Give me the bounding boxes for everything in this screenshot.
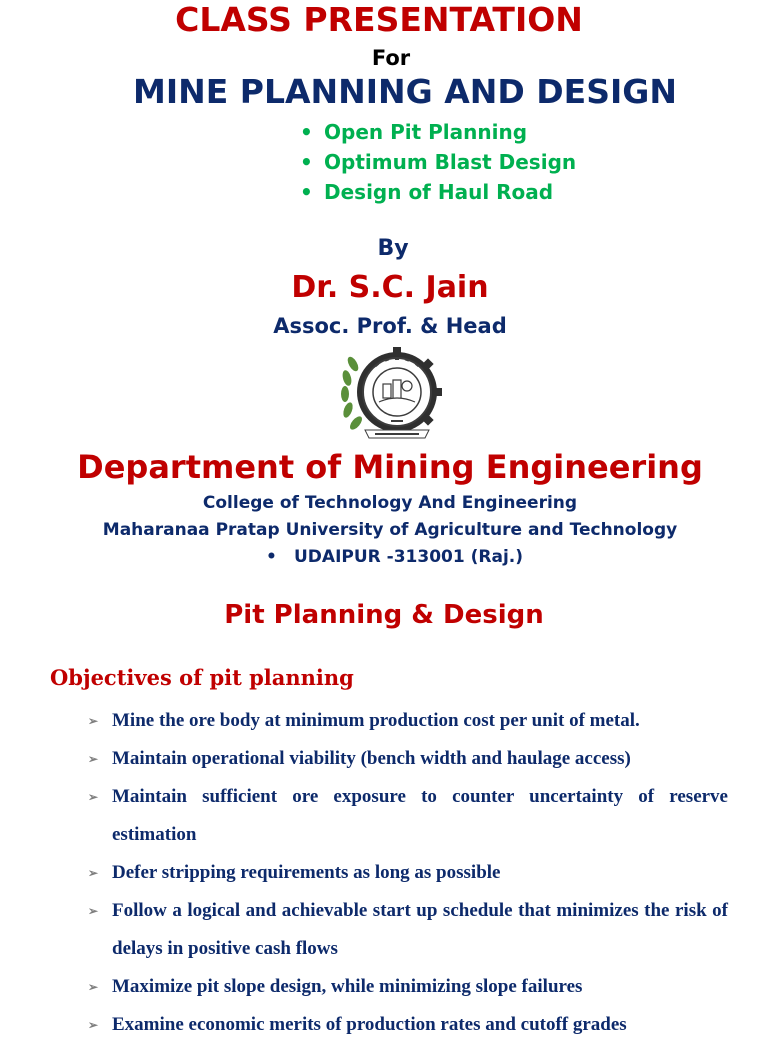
topic-item (300, 117, 576, 147)
arrow-bullet-icon: ➢ (88, 866, 99, 880)
objective-item (88, 968, 728, 1006)
department-name: Department of Mining Engineering (77, 448, 703, 486)
topic-label: Open Pit Planning (324, 120, 528, 144)
objectives-heading: Objectives of pit planning (50, 665, 354, 690)
objective-text: Maintain operational viability (bench width and haulage access) (112, 748, 631, 769)
bullet-icon: • (266, 547, 277, 567)
bullet-icon: • (300, 120, 313, 144)
objective-item (88, 740, 728, 778)
university-name: Maharanaa Pratap University of Agriculture and Technology (102, 520, 678, 540)
arrow-bullet-icon: ➢ (88, 714, 99, 728)
presentation-title: CLASS PRESENTATION (175, 0, 583, 39)
author-role: Assoc. Prof. & Head (273, 314, 507, 338)
bullet-icon: • (300, 150, 313, 174)
objective-text: Maintain sufficient ore exposure to counter uncertainty of reserve estimation (112, 786, 728, 845)
objectives-list (88, 702, 728, 1044)
objective-text: Defer stripping requirements as long as possible (112, 862, 501, 883)
topic-item (300, 147, 576, 177)
arrow-bullet-icon: ➢ (88, 1018, 99, 1032)
topic-label: Design of Haul Road (324, 180, 554, 204)
objective-item (88, 702, 728, 740)
by-label: By (377, 236, 409, 261)
arrow-bullet-icon: ➢ (88, 752, 99, 766)
arrow-bullet-icon: ➢ (88, 904, 99, 918)
objective-text: Maximize pit slope design, while minimizing slope failures (112, 976, 583, 997)
arrow-bullet-icon: ➢ (88, 790, 99, 804)
author-name: Dr. S.C. Jain (291, 270, 489, 305)
objective-text: Mine the ore body at minimum production cost per unit of metal. (112, 710, 640, 731)
address-text: UDAIPUR -313001 (Raj.) (294, 547, 524, 567)
objective-text: Examine economic merits of production rates and cutoff grades (112, 1014, 627, 1035)
arrow-bullet-icon: ➢ (88, 980, 99, 994)
for-label: For (371, 46, 411, 70)
section-title: Pit Planning & Design (224, 600, 544, 630)
objective-item (88, 854, 728, 892)
bullet-icon: • (300, 180, 313, 204)
university-emblem-icon (335, 344, 450, 444)
topic-item (300, 177, 576, 207)
college-name: College of Technology And Engineering (202, 493, 578, 513)
address-line (266, 547, 523, 567)
objective-item (88, 778, 728, 854)
course-title: MINE PLANNING AND DESIGN (133, 72, 677, 111)
topic-list (300, 117, 576, 207)
objective-item (88, 892, 728, 968)
topic-label: Optimum Blast Design (324, 150, 577, 174)
objective-item (88, 1006, 728, 1044)
objective-text: Follow a logical and achievable start up schedule that minimizes the risk of delays in positive cash flows (112, 900, 728, 959)
